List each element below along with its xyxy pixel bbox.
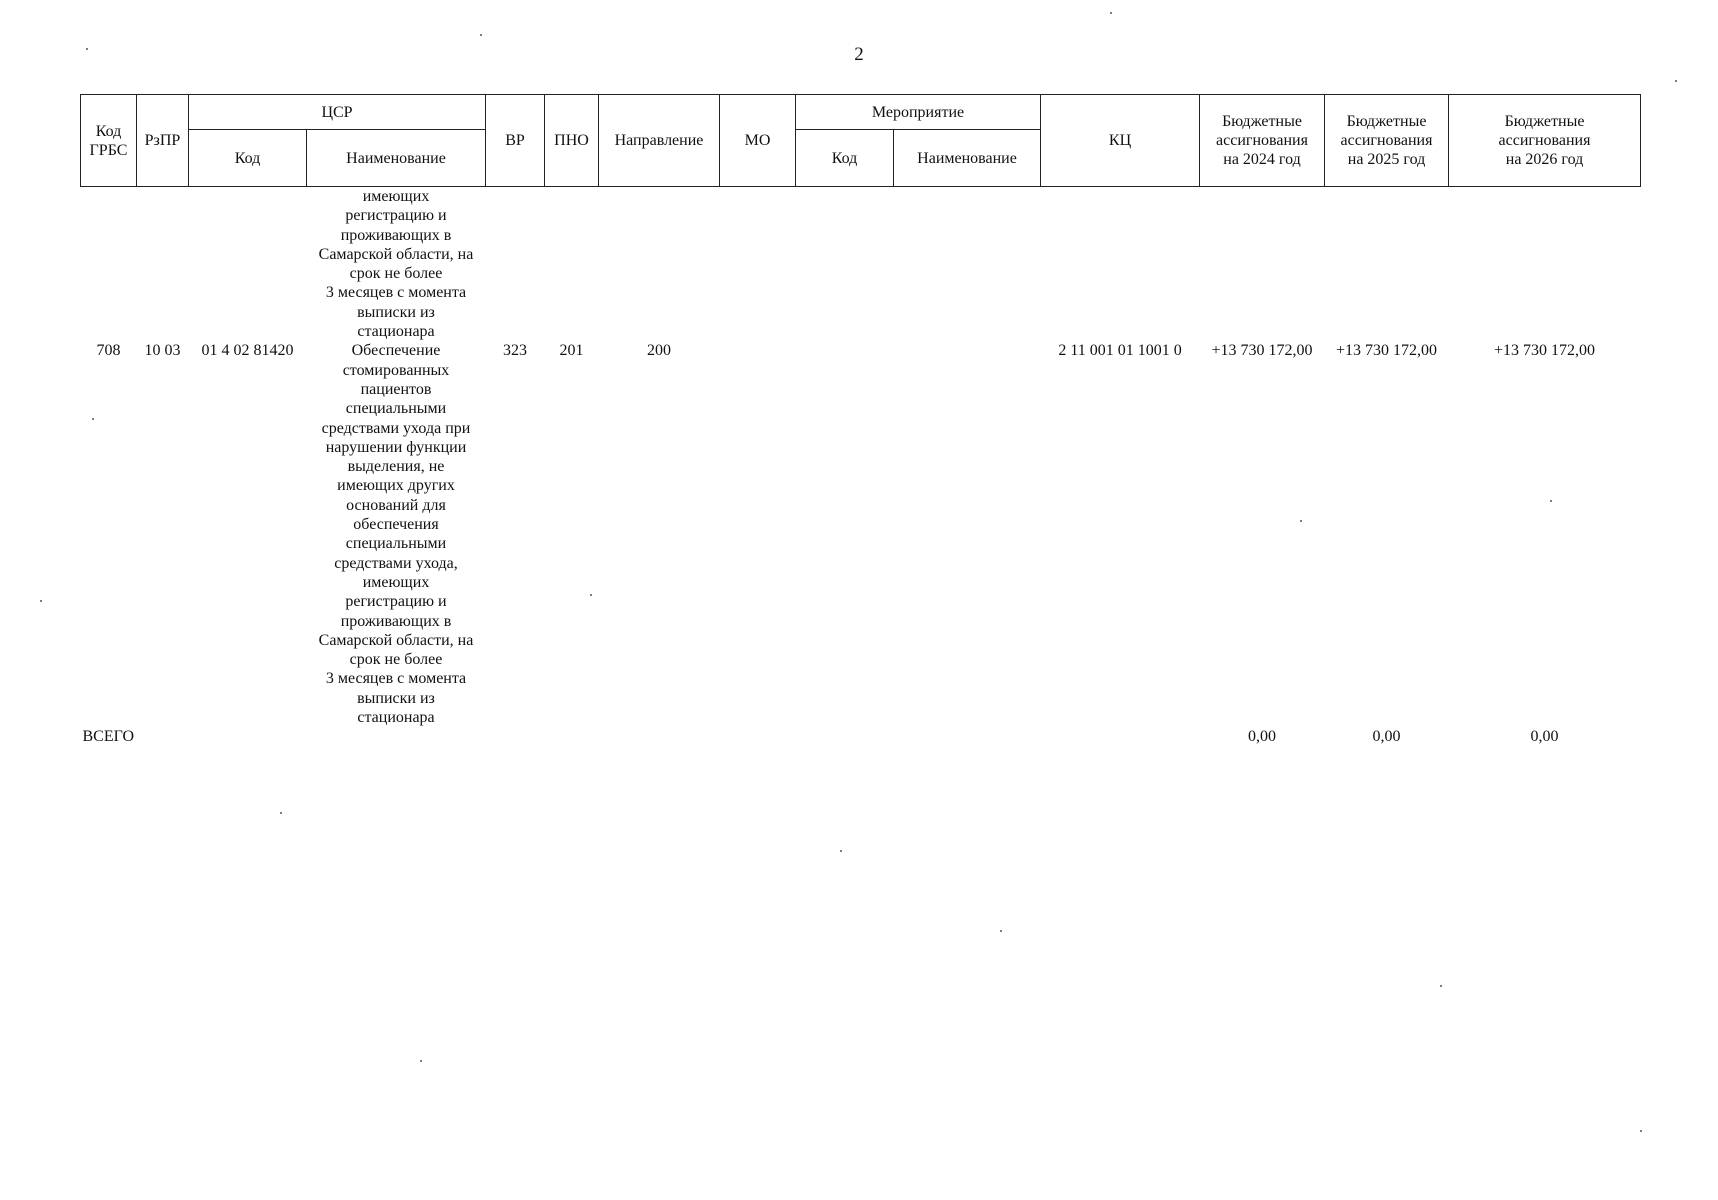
scan-speck bbox=[590, 594, 592, 596]
cell-mer-name bbox=[894, 341, 1041, 727]
cell-vr: 323 bbox=[503, 342, 527, 360]
page-number: 2 bbox=[854, 44, 864, 65]
header-mer-kod: Код bbox=[796, 130, 894, 187]
scan-speck bbox=[1440, 985, 1442, 987]
cell-csr-name: Обеспечение стомированных пациентов специальными средствами ухода при нарушении функции выделения, не имеющих других оснований для обеспечения специальными средствами ухода, имеющих регистрацию и проживающих в Самарской области, на срок не более 3 месяцев с момента выписки из стационара bbox=[318, 342, 474, 727]
header-pno: ПНО bbox=[545, 95, 599, 187]
header-csr: ЦСР bbox=[189, 95, 486, 130]
header-csr-name: Наименование bbox=[307, 130, 486, 187]
scan-speck bbox=[86, 48, 88, 50]
cell-budget-2024: +13 730 172,00 bbox=[1211, 342, 1313, 360]
cell-rzpr: 10 03 bbox=[144, 342, 181, 360]
total-budget-2025: 0,00 bbox=[1372, 728, 1401, 746]
total-budget-2024: 0,00 bbox=[1248, 728, 1277, 746]
cell-pno: 201 bbox=[559, 342, 584, 360]
cell-napravlenie: 200 bbox=[647, 342, 671, 360]
cell-csr-kod: 01 4 02 81420 bbox=[201, 342, 294, 360]
budget-allocation-table bbox=[80, 94, 1641, 747]
scan-speck bbox=[1110, 12, 1112, 14]
header-kod-grbs: Код ГРБС bbox=[81, 95, 137, 187]
header-kc: КЦ bbox=[1041, 95, 1200, 187]
scan-speck bbox=[1640, 1130, 1642, 1132]
header-rzpr: РзПР bbox=[137, 95, 189, 187]
cell-mer-kod bbox=[796, 341, 894, 727]
cell-budget-2025: +13 730 172,00 bbox=[1336, 342, 1438, 360]
scan-speck bbox=[1300, 520, 1302, 522]
header-meropriyatie: Мероприятие bbox=[796, 95, 1041, 130]
cell-kod-grbs: 708 bbox=[96, 342, 121, 360]
scan-speck bbox=[280, 812, 282, 814]
scan-speck bbox=[1675, 80, 1677, 82]
scan-speck bbox=[1550, 500, 1552, 502]
scan-speck bbox=[40, 600, 42, 602]
header-budget-2024: Бюджетные ассигнования на 2024 год bbox=[1200, 95, 1325, 187]
scan-speck bbox=[1000, 930, 1002, 932]
cell-budget-2026: +13 730 172,00 bbox=[1494, 342, 1596, 360]
total-budget-2026: 0,00 bbox=[1530, 728, 1559, 746]
header-csr-kod: Код bbox=[189, 130, 307, 187]
total-row bbox=[81, 727, 1641, 746]
scan-speck bbox=[92, 418, 94, 420]
total-label: ВСЕГО bbox=[82, 728, 135, 746]
header-mer-name: Наименование bbox=[894, 130, 1041, 187]
header-napravlenie: Направление bbox=[599, 95, 720, 187]
header-budget-2026: Бюджетные ассигнования на 2026 год bbox=[1449, 95, 1641, 187]
scan-speck bbox=[420, 1060, 422, 1062]
header-vr: ВР bbox=[486, 95, 545, 187]
scan-speck bbox=[480, 34, 482, 36]
cell-mo bbox=[720, 341, 796, 727]
header-mo: МО bbox=[720, 95, 796, 187]
continuation-name-cell: имеющих регистрацию и проживающих в Самарской области, на срок не более 3 месяцев с момента выписки из стационара bbox=[318, 188, 474, 341]
table-row bbox=[81, 341, 1641, 727]
table-header bbox=[81, 95, 1641, 187]
continuation-row bbox=[81, 187, 1641, 342]
header-budget-2025: Бюджетные ассигнования на 2025 год bbox=[1325, 95, 1449, 187]
scan-speck bbox=[840, 850, 842, 852]
cell-kc: 2 11 001 01 1001 0 bbox=[1058, 342, 1182, 360]
